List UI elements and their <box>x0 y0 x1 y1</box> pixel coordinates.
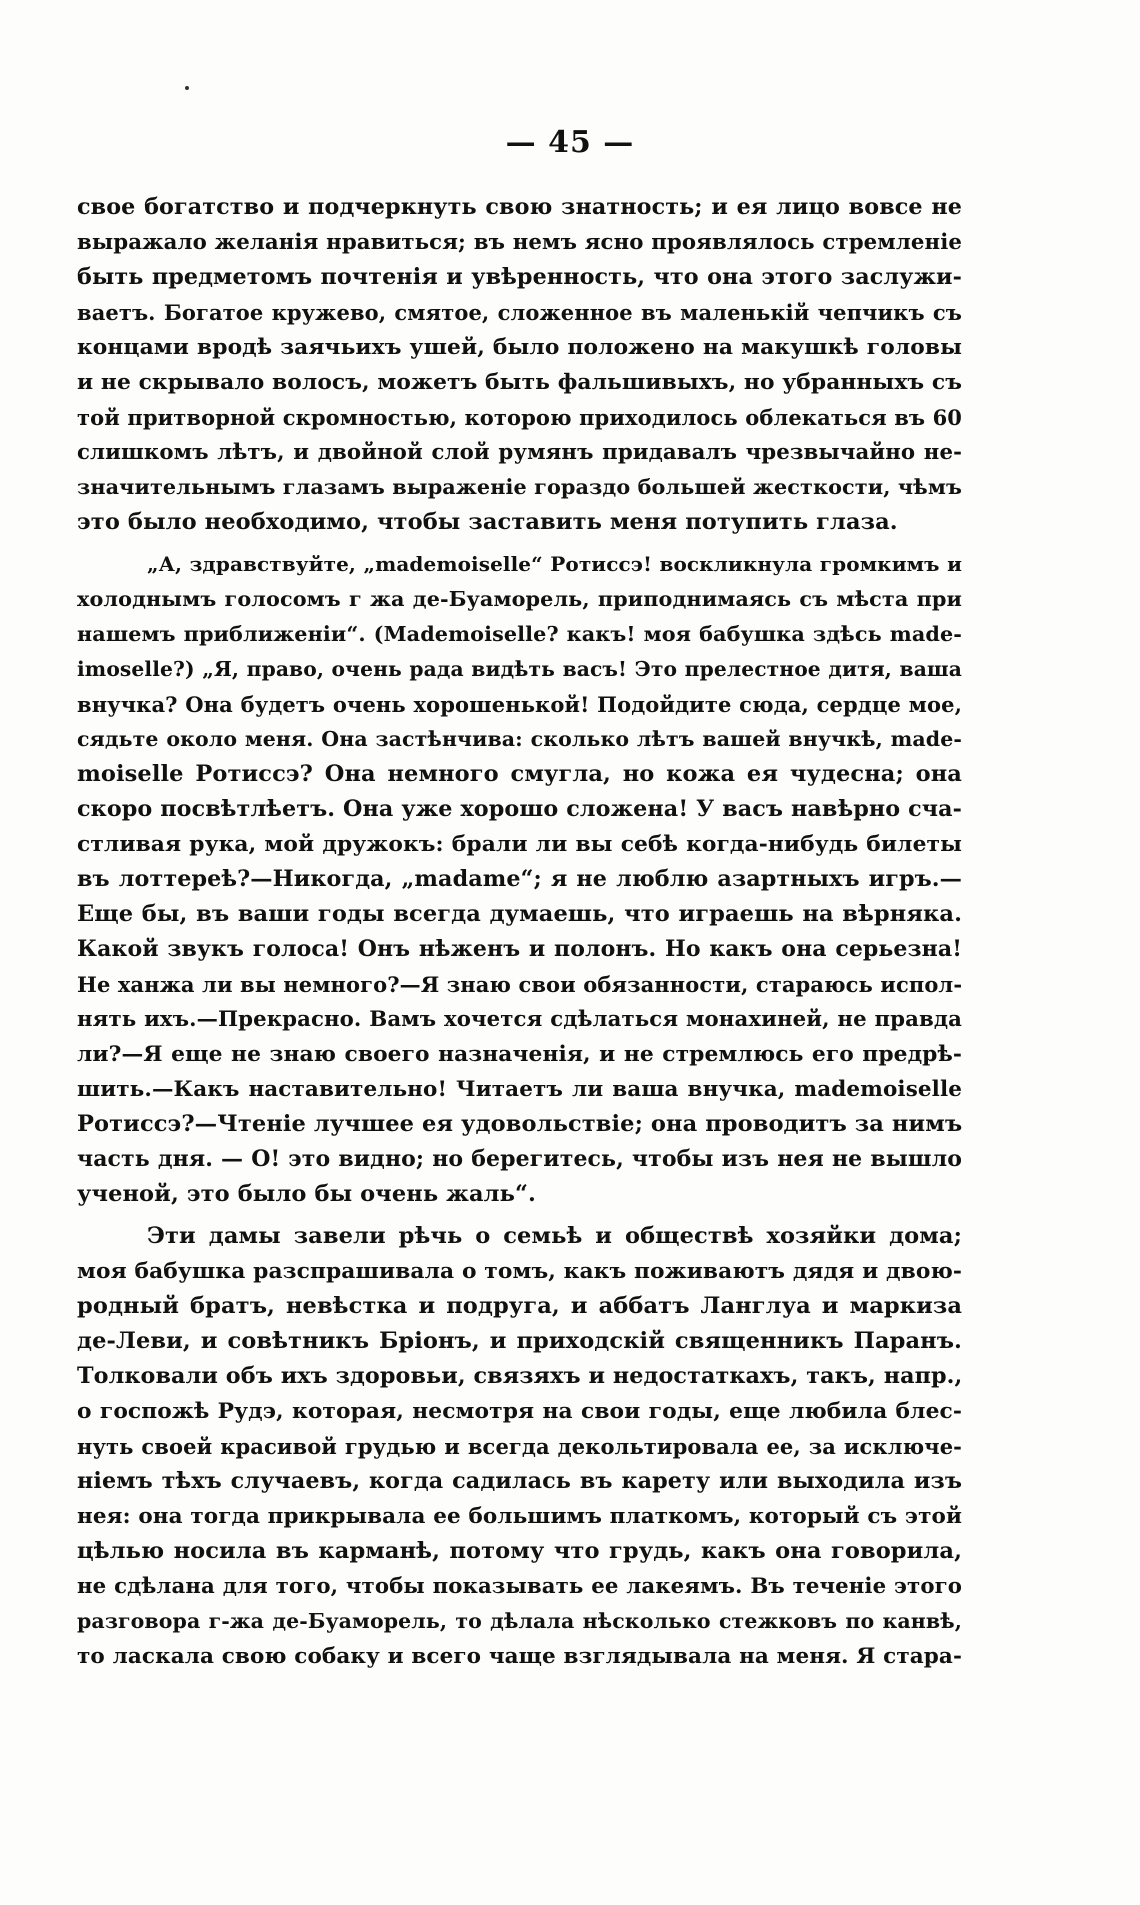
text-line: ваетъ. Богатое кружево, смятое, сложенное въ маленькій чепчикъ съ <box>77 300 962 325</box>
page-number: — 45 — <box>505 125 635 160</box>
paragraph <box>77 1219 962 1674</box>
text-line: концами вродѣ заячьихъ ушей, было положено на макушкѣ головы <box>77 335 962 360</box>
text-line: слишкомъ лѣтъ, и двойной слой румянъ придавалъ чрезвычайно не- <box>77 440 962 465</box>
text-line: Толковали объ ихъ здоровьи, связяхъ и недостаткахъ, такъ, напр., <box>77 1363 963 1389</box>
text-line: скоро посвѣтлѣетъ. Она уже хорошо сложена! У васъ навѣрно сча- <box>77 796 962 822</box>
text-line: шить.—Какъ наставительно! Читаетъ ли ваша внучка, mademoiselle <box>77 1077 962 1102</box>
text-line: ли?—Я еще не знаю своего назначенія, и не стремлюсь его предрѣ- <box>77 1042 962 1067</box>
text-line: Не ханжа ли вы немного?—Я знаю свои обязанности, стараюсь испол- <box>77 972 963 997</box>
text-line: выражало желанія нравиться; въ немъ ясно проявлялось стремленіе <box>77 230 962 255</box>
text-line: цѣлью носила въ карманѣ, потому что грудь, какъ она говорила, <box>77 1538 962 1564</box>
text-line: Эти дамы завели рѣчь о семьѣ и обществѣ хозяйки дома; <box>147 1223 962 1249</box>
text-line: нуть своей красивой грудью и всегда декольтировала ее, за исключе- <box>77 1434 962 1459</box>
text-line: внучка? Она будетъ очень хорошенькой! Подойдите сюда, сердце мое, <box>77 692 962 717</box>
text-line: нея: она тогда прикрывала ее большимъ платкомъ, который съ этой <box>77 1504 962 1529</box>
text-line: моя бабушка разспрашивала о томъ, какъ поживаютъ дядя и двою- <box>77 1259 962 1284</box>
text-line: въ лоттереѣ?—Никогда, „madame“; я не люблю азартныхъ игръ.— <box>77 866 962 892</box>
paragraph <box>77 547 962 1212</box>
text-line: стливая рука, мой дружокъ: брали ли вы себѣ когда-нибудь билеты <box>77 832 962 857</box>
text-line: moiselle Ротиссэ? Она немного смугла, но кожа ея чудесна; она <box>77 761 962 787</box>
text-line: той притворной скромностью, которою приходилось облекаться въ 60 <box>77 405 962 430</box>
ink-speck <box>185 86 189 90</box>
text-line: значительнымъ глазамъ выраженіе гораздо большей жесткости, чѣмъ <box>77 475 962 499</box>
text-line: разговора г-жа де-Буаморель, то дѣлала нѣсколько стежковъ по канвѣ, <box>77 1609 962 1633</box>
text-line: ученой, это было бы очень жаль“. <box>77 1181 536 1207</box>
text-line: родный братъ, невѣстка и подруга, и аббатъ Ланглуа и маркиза <box>77 1293 962 1319</box>
text-line: Еще бы, въ ваши годы всегда думаешь, что играешь на вѣрняка. <box>77 901 962 927</box>
text-line: Какой звукъ голоса! Онъ нѣженъ и полонъ. Но какъ она серьезна! <box>77 936 962 962</box>
body-text <box>77 190 962 1674</box>
text-line: не сдѣлана для того, чтобы показывать ее лакеямъ. Въ теченіе этого <box>77 1574 962 1599</box>
text-line: imoselle?) „Я, право, очень рада видѣть васъ! Это прелестное дитя, ваша <box>77 657 962 681</box>
text-line: нять ихъ.—Прекрасно. Вамъ хочется сдѣлаться монахиней, не правда <box>77 1007 962 1032</box>
text-line: Ротиссэ?—Чтеніе лучшее ея удовольствіе; она проводитъ за нимъ <box>77 1111 963 1137</box>
text-line: холоднымъ голосомъ г жа де-Буаморель, приподнимаясь съ мѣста при <box>77 587 962 611</box>
text-line: часть дня. — О! это видно; но берегитесь, чтобы изъ нея не вышло <box>77 1146 962 1172</box>
text-line: де-Леви, и совѣтникъ Бріонъ, и приходскій священникъ Паранъ. <box>77 1328 962 1354</box>
text-line: быть предметомъ почтенія и увѣренность, что она этого заслужи- <box>77 264 962 290</box>
text-line: это было необходимо, чтобы заставить меня потупить глаза. <box>77 509 898 535</box>
text-line: „А, здравствуйте, „mademoiselle“ Ротиссэ! воскликнула громкимъ и <box>147 552 962 576</box>
text-line: сядьте около меня. Она застѣнчива: сколько лѣтъ вашей внучкѣ, made- <box>77 727 962 751</box>
text-line: свое богатство и подчеркнуть свою знатность; и ея лицо вовсе не <box>77 194 962 220</box>
text-line: о госпожѣ Рудэ, которая, несмотря на свои годы, еще любила блес- <box>77 1399 962 1424</box>
paragraph <box>77 190 962 540</box>
text-line: то ласкала свою собаку и всего чаще взглядывала на меня. Я стара- <box>77 1644 962 1669</box>
text-line: нашемъ приближеніи“. (Mademoiselle? какъ! моя бабушка здѣсь made- <box>77 622 962 646</box>
text-line: и не скрывало волосъ, можетъ быть фальшивыхъ, но убранныхъ съ <box>77 370 962 395</box>
text-line: ніемъ тѣхъ случаевъ, когда садилась въ карету или выходила изъ <box>77 1468 962 1494</box>
